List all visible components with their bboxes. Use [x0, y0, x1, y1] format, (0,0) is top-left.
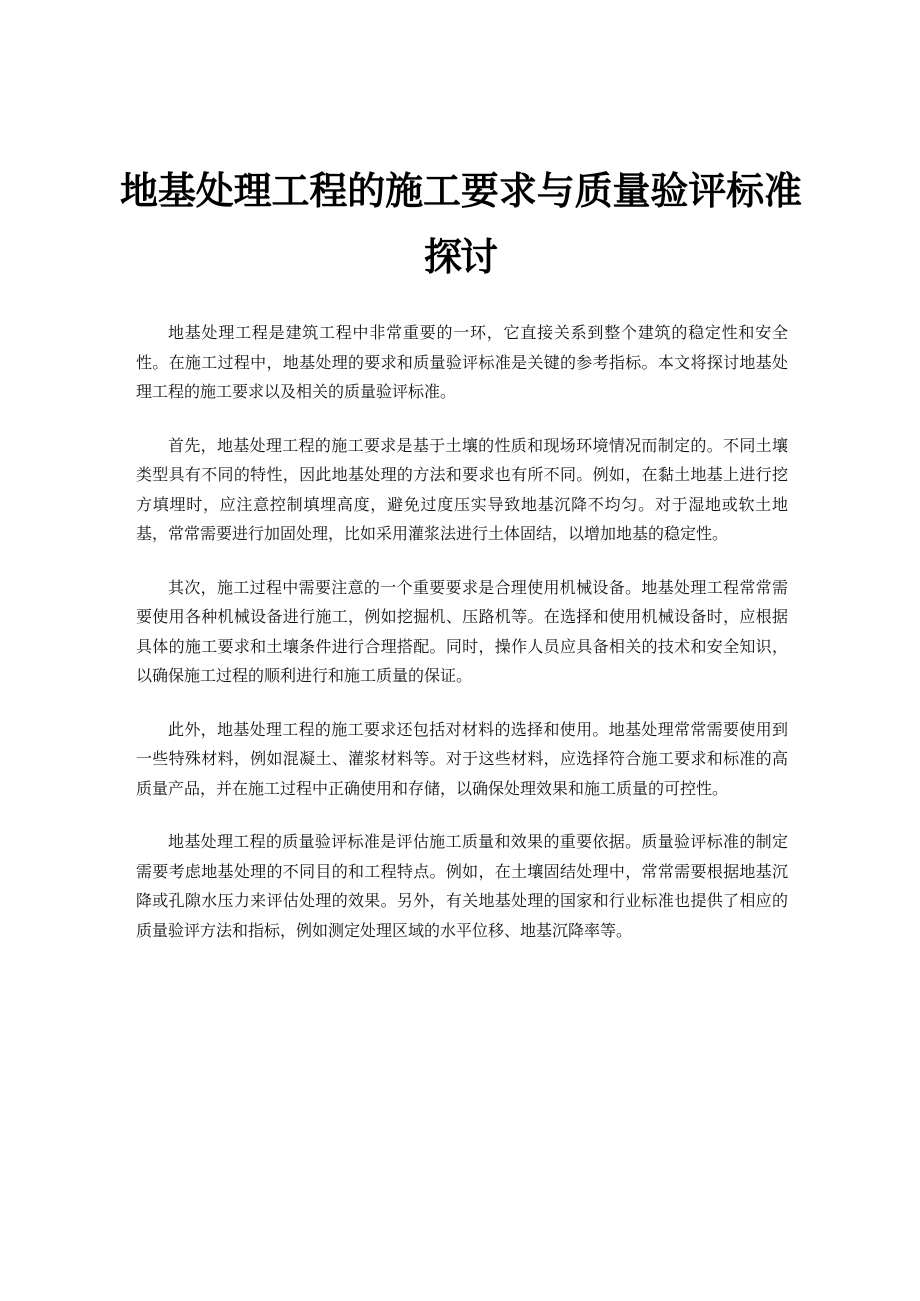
paragraph-3: 其次，施工过程中需要注意的一个重要要求是合理使用机械设备。地基处理工程常常需要使用各种机械设备进行施工，例如挖掘机、压路机等。在选择和使用机械设备时，应根据具体的施工要求和土壤条件进行合理搭配。同时，操作人员应具备相关的技术和安全知识，以确保施工过程的顺利进行和施工质量的保证。: [136, 577, 788, 685]
paragraph-4: 此外，地基处理工程的施工要求还包括对材料的选择和使用。地基处理常常需要使用到一些特殊材料，例如混凝土、灌浆材料等。对于这些材料，应选择符合施工要求和标准的高质量产品，并在施工过程中正确使用和存储，以确保处理效果和施工质量的可控性。: [136, 719, 788, 798]
document-body: [136, 318, 788, 969]
paragraph-2: 首先，地基处理工程的施工要求是基于土壤的性质和现场环境情况而制定的。不同土壤类型具有不同的特性，因此地基处理的方法和要求也有所不同。例如，在黏土地基上进行挖方填埋时，应注意控制填埋高度，避免过度压实导致地基沉降不均匀。对于湿地或软土地基，常常需要进行加固处理，比如采用灌浆法进行土体固结，以增加地基的稳定性。: [136, 435, 788, 543]
document-title: 地基处理工程的施工要求与质量验评标准探讨: [120, 169, 800, 279]
paragraph-1: 地基处理工程是建筑工程中非常重要的一环，它直接关系到整个建筑的稳定性和安全性。在施工过程中，地基处理的要求和质量验评标准是关键的参考指标。本文将探讨地基处理工程的施工要求以及相关的质量验评标准。: [136, 323, 788, 401]
paragraph-5: 地基处理工程的质量验评标准是评估施工质量和效果的重要依据。质量验评标准的制定需要考虑地基处理的不同目的和工程特点。例如，在土壤固结处理中，常常需要根据地基沉降或孔隙水压力来评估处理的效果。另外，有关地基处理的国家和行业标准也提供了相应的质量验评方法和指标，例如测定处理区域的水平位移、地基沉降率等。: [136, 832, 788, 940]
